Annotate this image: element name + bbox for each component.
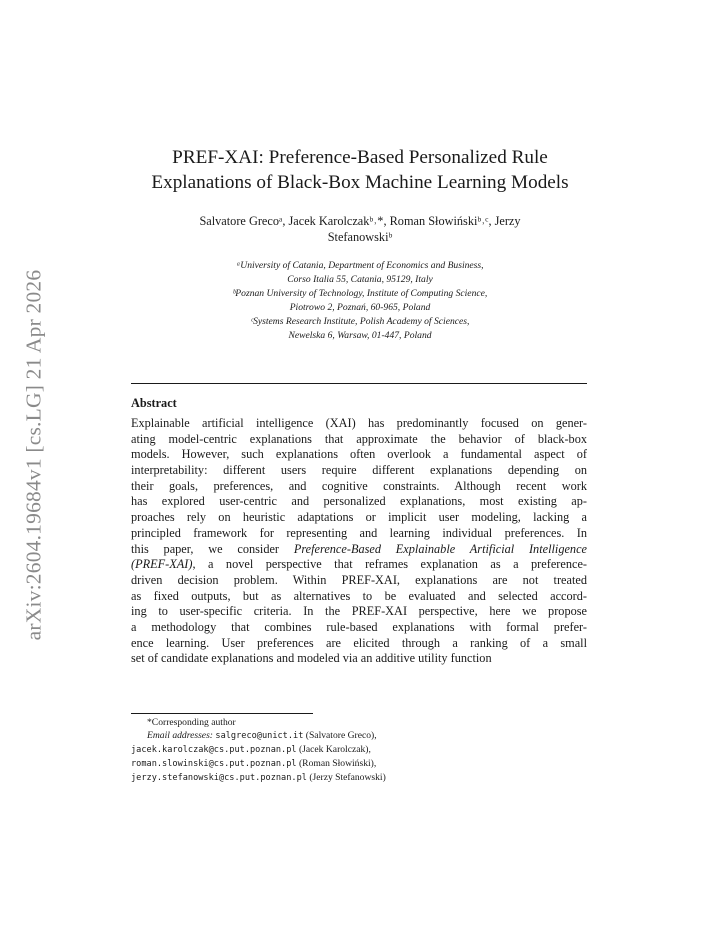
footnotes	[131, 716, 587, 785]
paper-title	[100, 145, 620, 195]
email-owner: (Jerzy Stefanowski)	[309, 772, 386, 783]
abstract-line-mixed	[131, 557, 587, 573]
abstract-line-mixed	[131, 542, 587, 558]
affiliation-line-4: Piotrowo 2, Poznań, 60-965, Poland	[289, 302, 431, 313]
email-address: salgreco@unict.it	[215, 731, 304, 741]
affiliation-line-2: Corso Italia 55, Catania, 95129, Italy	[287, 274, 433, 285]
email-owner: (Jacek Karolczak),	[298, 744, 371, 755]
email-address: jacek.karolczak@cs.put.poznan.pl	[131, 745, 297, 755]
author-list	[130, 213, 590, 245]
abstract-line: interpretability: different users require different explanations depending on	[131, 463, 587, 478]
title-line-1: PREF-XAI: Preference-Based Personalized Rule	[172, 147, 548, 168]
email-address: jerzy.stefanowski@cs.put.poznan.pl	[131, 773, 307, 783]
affiliation-line-6: Newelska 6, Warsaw, 01-447, Poland	[288, 330, 432, 341]
email-line	[131, 757, 587, 771]
abstract-italic-term: Preference-Based Explainable Artificial Intelligence	[293, 541, 588, 556]
author-line-2: Stefanowskiᵇ	[327, 230, 393, 244]
abstract-line: Explainable artificial intelligence (XAI) has predominantly focused on gener-	[131, 416, 587, 430]
abstract-line: set of candidate explanations and modeled via an additive utility function	[131, 651, 492, 666]
abstract-line: models. However, such explanations often overlook a fundamental aspect of	[131, 447, 587, 462]
abstract-line: ence learning. User preferences are elicited through a ranking of a small	[131, 635, 587, 650]
abstract-line: as fixed outputs, but as alternatives to be evaluated and selected accord-	[131, 588, 587, 603]
abstract-line: principled framework for representing and learning individual preferences. In	[131, 525, 587, 540]
corresponding-author-note: *Corresponding author	[147, 717, 236, 728]
email-line	[131, 729, 587, 743]
abstract-line: has explored user-centric and personalized explanations, most existing ap-	[131, 494, 587, 509]
email-owner: (Roman Słowiński),	[298, 758, 377, 769]
abstract-line: proaches rely on heuristic adaptations or implicit user modeling, lacking a	[131, 510, 587, 525]
title-line-2: Explanations of Black-Box Machine Learning Models	[151, 172, 569, 193]
abstract-text-span: , a novel perspective that reframes explanation as a preference-	[192, 557, 587, 572]
abstract-italic-acronym: (PREF-XAI)	[131, 557, 193, 572]
affiliation-line-3: ᵇPoznan University of Technology, Institute of Computing Science,	[232, 288, 488, 299]
abstract-line: driven decision problem. Within PREF-XAI, explanations are not treated	[131, 572, 587, 587]
affiliation-line-1: ᵃUniversity of Catania, Department of Economics and Business,	[236, 260, 484, 271]
abstract-heading: Abstract	[131, 396, 177, 410]
abstract-line: a methodology that combines rule-based explanations with formal prefer-	[131, 619, 587, 634]
email-label: Email addresses:	[147, 730, 213, 741]
abstract-top-rule	[131, 383, 587, 384]
email-address: roman.slowinski@cs.put.poznan.pl	[131, 759, 297, 769]
abstract-text-span: this paper, we consider	[131, 541, 280, 556]
arxiv-identifier-stamp: arXiv:2604.19684v1 [cs.LG] 21 Apr 2026	[21, 269, 46, 641]
abstract-text	[131, 416, 587, 667]
email-owner: (Salvatore Greco),	[305, 730, 377, 741]
abstract-line: their goals, preferences, and cognitive constraints. Although recent work	[131, 478, 587, 493]
affiliation-list	[130, 259, 590, 343]
email-line	[131, 771, 587, 785]
author-line-1: Salvatore Grecoᵃ, Jacek Karolczakᵇ˒*, Roman Słowińskiᵇ˒ᶜ, Jerzy	[199, 214, 521, 228]
email-line	[131, 743, 587, 757]
abstract-line: ing to user-specific criteria. In the PREF-XAI perspective, here we propose	[131, 604, 587, 619]
affiliation-line-5: ᶜSystems Research Institute, Polish Academy of Sciences,	[250, 316, 470, 327]
footnote-rule	[131, 713, 313, 714]
abstract-line: ating model-centric explanations that approximate the behavior of black-box	[131, 431, 587, 446]
